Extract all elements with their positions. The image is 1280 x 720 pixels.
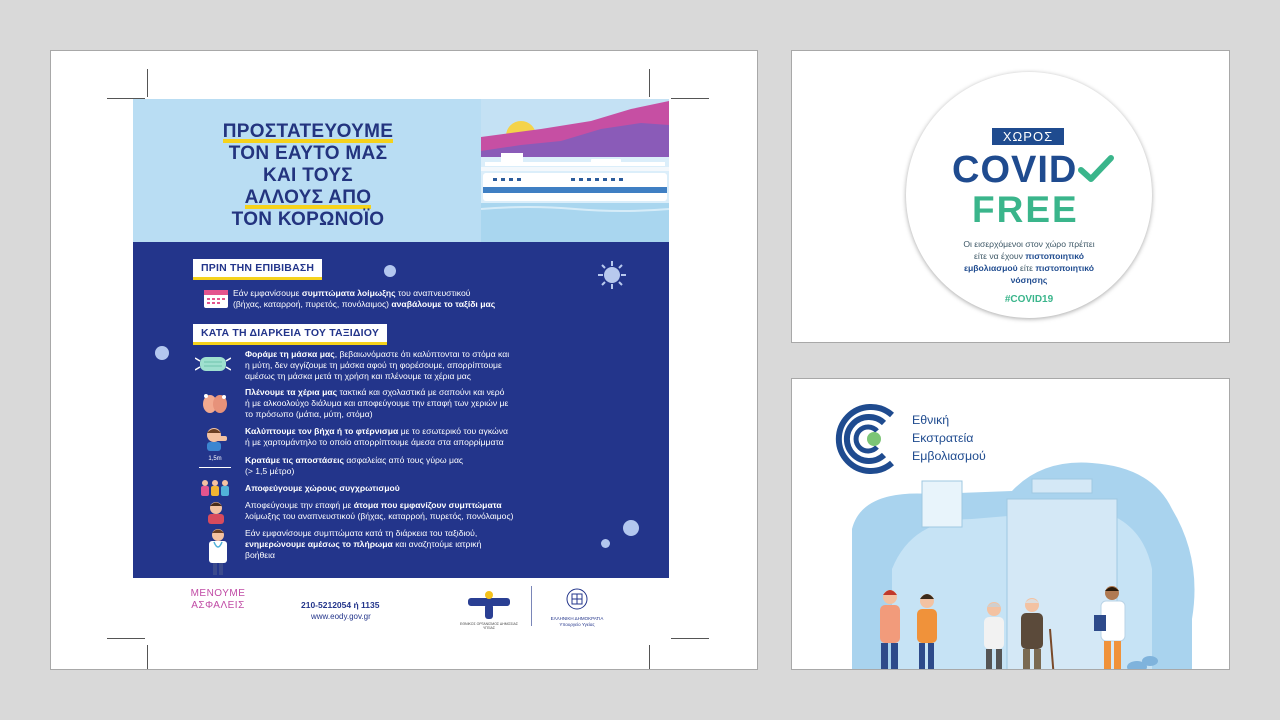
text-run: ή με χαρτομάντηλο το οποίο απορρίπτουμε άμεσα στα απορρίμματα bbox=[245, 437, 504, 447]
phone-number: 210-5212054 ή 1135 bbox=[301, 600, 380, 610]
title-line: Εθνική bbox=[912, 413, 950, 427]
distance-icon bbox=[195, 456, 235, 474]
text-run: η μύτη, δεν αγγίζουμε τη μάσκα αφού τη φορέσουμε, απορρίπτουμε bbox=[245, 360, 502, 370]
poster-title bbox=[193, 121, 423, 231]
text-run: λοίμωξης του αναπνευστικού (βήχας, καταρροή, πυρετός, πονόλαιμος) bbox=[245, 511, 514, 521]
poster-panel bbox=[50, 50, 758, 670]
doctor-icon bbox=[205, 528, 231, 576]
website-link[interactable]: www.eody.gov.gr bbox=[311, 612, 371, 621]
section-before-boarding: ΠΡΙΝ ΤΗΝ ΕΠΙΒΙΒΑΣΗ bbox=[193, 259, 322, 280]
crop-mark bbox=[147, 69, 148, 97]
menoume-asfaleis-logo bbox=[188, 588, 248, 612]
title-line: ΚΑΙ ΤΟΥΣ bbox=[263, 165, 353, 186]
text-bold: ενημερώνουμε αμέσως το πλήρωμα bbox=[245, 539, 393, 549]
text-bold: Αποφεύγουμε χώρους συγχρωτισμού bbox=[245, 483, 400, 493]
covid-free-panel bbox=[791, 50, 1230, 343]
title-line: ΠΡΟΣΤΑΤΕΥΟΥΜΕ bbox=[222, 121, 394, 142]
poster-footer bbox=[133, 578, 669, 630]
ship-mountain-illustration bbox=[481, 99, 669, 242]
text-run: βοήθεια bbox=[245, 550, 275, 560]
text-run: Εάν εμφανίσουμε συμπτώματα κατά τη διάρκεια του ταξιδιού, bbox=[245, 528, 478, 538]
eody-caption: ΕΘΝΙΚΟΣ ΟΡΓΑΝΙΣΜΟΣ ΔΗΜΟΣΙΑΣ ΥΓΕΙΑΣ bbox=[459, 622, 519, 630]
crowd-icon bbox=[199, 478, 231, 496]
logo-line: ΜΕΝΟΥΜΕ bbox=[190, 588, 246, 599]
text-bold: αναβάλουμε το ταξίδι μας bbox=[391, 299, 496, 309]
text-run: και αναζητούμε ιατρική bbox=[392, 539, 482, 549]
distance-text bbox=[245, 455, 655, 477]
calendar-icon bbox=[203, 287, 229, 309]
distance-arrow bbox=[199, 467, 231, 468]
space-badge: ΧΩΡΟΣ bbox=[992, 128, 1064, 145]
cough-icon bbox=[203, 425, 229, 451]
distance-label: 1,5m bbox=[208, 456, 222, 462]
text-run: ή με αλκοολούχο διάλυμα και αποφεύγουμε την επαφή των χεριών με bbox=[245, 398, 509, 408]
text-run: το πρόσωπο (μάτια, μύτη, στόμα) bbox=[245, 409, 373, 419]
title-line: ΤΟΝ ΚΟΡΩΝΟΪΟ bbox=[231, 209, 385, 230]
vaccination-campaign-panel bbox=[791, 378, 1230, 670]
text-run: τακτικά και σχολαστικά με σαπούνι και νερό bbox=[337, 387, 505, 397]
text-run: (> 1,5 μέτρο) bbox=[245, 466, 295, 476]
eody-cross-icon bbox=[464, 590, 514, 620]
logo-divider bbox=[531, 586, 532, 626]
free-word: FREE bbox=[972, 189, 1079, 230]
text-run: Αποφεύγουμε την επαφή με bbox=[245, 500, 354, 510]
text-bold: Κρατάμε τις αποστάσεις bbox=[245, 455, 344, 465]
cough-text bbox=[245, 426, 655, 448]
text-run: αμέσως τη μάσκα μετά τη χρήση και πλένουμε τα χέρια μας bbox=[245, 371, 471, 381]
text-bold: πιστοποιητικό bbox=[1035, 263, 1095, 273]
crop-mark bbox=[649, 69, 650, 97]
checkmark-icon bbox=[1078, 154, 1114, 184]
hashtag: #COVID19 bbox=[1004, 294, 1054, 305]
hand-washing-icon bbox=[201, 392, 229, 416]
vaccination-queue-illustration bbox=[792, 449, 1230, 670]
text-bold: εμβολιασμού bbox=[963, 263, 1018, 273]
crop-mark bbox=[649, 645, 650, 669]
text-bold: συμπτώματα λοίμωξης bbox=[301, 288, 396, 298]
greek-government-logo bbox=[539, 588, 615, 627]
title-line: ΤΟΝ ΕΑΥΤΟ ΜΑΣ bbox=[228, 143, 388, 164]
crop-mark bbox=[671, 98, 709, 99]
crowds-text bbox=[245, 483, 655, 494]
ministry-name: Υπουργείο Υγείας bbox=[559, 622, 595, 627]
crop-mark bbox=[147, 645, 148, 669]
covid-travel-poster bbox=[133, 99, 669, 630]
crew-text bbox=[245, 528, 655, 561]
text-run: του αναπνευστικού bbox=[395, 288, 471, 298]
virus-icon bbox=[155, 346, 169, 360]
poster-header bbox=[133, 99, 669, 242]
poster-body bbox=[133, 242, 669, 578]
text-bold: άτομα που εμφανίζουν συμπτώματα bbox=[353, 500, 502, 510]
certificate-requirement-text bbox=[932, 238, 1126, 286]
section-during-trip: ΚΑΤΑ ΤΗ ΔΙΑΡΚΕΙΑ ΤΟΥ ΤΑΞΙΔΙΟΥ bbox=[193, 324, 387, 345]
text-bold: Φοράμε τη μάσκα μας bbox=[245, 349, 335, 359]
text-run: είτε να έχουν bbox=[974, 251, 1026, 261]
mask-icon bbox=[195, 353, 231, 375]
text-run: Οι εισερχόμενοι στον χώρο πρέπει bbox=[963, 239, 1095, 249]
before-boarding-text bbox=[233, 288, 643, 310]
crop-mark bbox=[671, 638, 709, 639]
covid-free-sticker bbox=[906, 72, 1152, 318]
virus-icon bbox=[384, 265, 396, 277]
contact-text bbox=[245, 500, 655, 522]
crop-mark bbox=[107, 638, 145, 639]
covid-word: COVID bbox=[952, 149, 1078, 191]
text-run: είτε bbox=[1017, 263, 1036, 273]
virus-icon bbox=[597, 260, 627, 290]
title-line: ΑΛΛΟΥΣ ΑΠΟ bbox=[244, 187, 372, 208]
text-bold: Καλύπτουμε τον βήχα ή το φτέρνισμα bbox=[245, 426, 399, 436]
text-run: με το εσωτερικό του αγκώνα bbox=[398, 426, 508, 436]
sick-person-icon bbox=[205, 500, 227, 524]
logo-line: ΑΣΦΑΛΕΙΣ bbox=[191, 600, 245, 611]
mask-text bbox=[245, 349, 655, 382]
title-line: Εμβολιασμού bbox=[912, 449, 986, 463]
text-bold: Πλένουμε τα χέρια μας bbox=[245, 387, 338, 397]
title-line: Εκστρατεία bbox=[912, 431, 974, 445]
text-run: Εάν εμφανίσουμε bbox=[233, 288, 302, 298]
coat-of-arms-icon bbox=[564, 588, 590, 610]
text-bold: πιστοποιητικό bbox=[1025, 251, 1084, 261]
government-name: ΕΛΛΗΝΙΚΗ ΔΗΜΟΚΡΑΤΙΑ bbox=[550, 616, 604, 621]
text-run: ασφαλείας από τους γύρω μας bbox=[343, 455, 464, 465]
text-run: , βεβαιωνόμαστε ότι καλύπτονται το στόμα και bbox=[334, 349, 510, 359]
text-bold: νόσησης bbox=[1010, 275, 1048, 285]
hand-washing-text bbox=[245, 387, 655, 420]
text-run: (βήχας, καταρροή, πυρετός, πονόλαιμος) bbox=[233, 299, 392, 309]
